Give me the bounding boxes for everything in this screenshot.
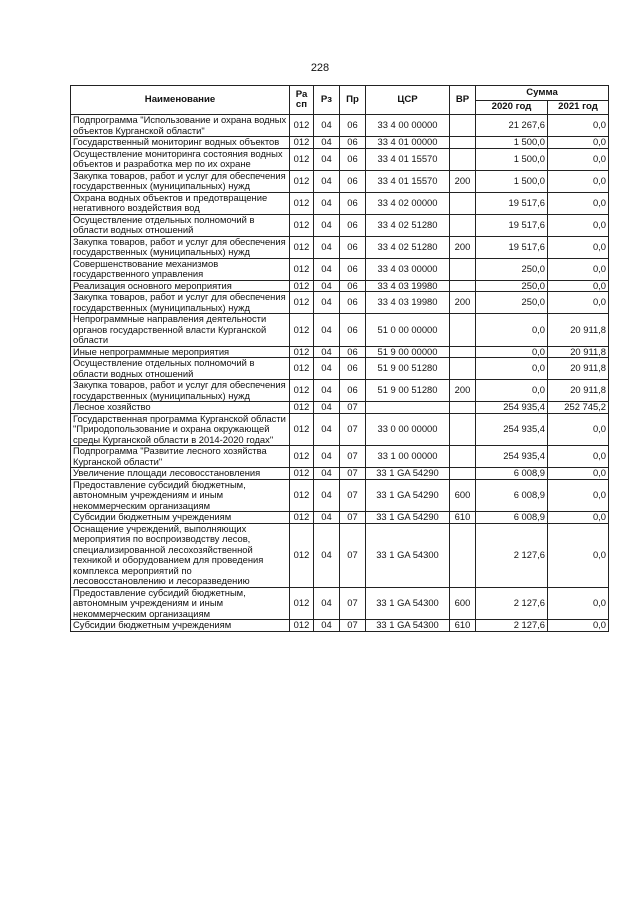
cell-vr xyxy=(450,214,476,236)
cell-vr xyxy=(450,358,476,380)
cell-2020: 2 127,6 xyxy=(476,587,548,620)
cell-vr xyxy=(450,148,476,170)
cell-rasp: 012 xyxy=(290,292,314,314)
cell-rasp: 012 xyxy=(290,413,314,446)
cell-2020: 1 500,0 xyxy=(476,137,548,149)
cell-csr: 51 9 00 51280 xyxy=(366,358,450,380)
header-pr: Пр xyxy=(340,86,366,115)
cell-rasp: 012 xyxy=(290,236,314,258)
cell-2020: 21 267,6 xyxy=(476,115,548,137)
table-row xyxy=(71,479,609,512)
cell-rz: 04 xyxy=(314,214,340,236)
cell-vr xyxy=(450,523,476,587)
cell-2021: 0,0 xyxy=(548,192,609,214)
cell-vr: 200 xyxy=(450,380,476,402)
cell-csr: 51 9 00 51280 xyxy=(366,380,450,402)
cell-vr xyxy=(450,192,476,214)
cell-name: Иные непрограммные мероприятия xyxy=(71,346,290,358)
cell-name: Оснащение учреждений, выполняющих мероприятия по воспроизводству лесов, специализированной лесохозяйственной техникой и оборудованием для проведения комплекса мероприятий по лесовосстановлению и лесоразведению xyxy=(71,523,290,587)
table-row xyxy=(71,192,609,214)
header-2020: 2020 год xyxy=(476,101,548,115)
cell-vr: 200 xyxy=(450,236,476,258)
cell-rasp: 012 xyxy=(290,587,314,620)
cell-vr xyxy=(450,115,476,137)
cell-2021: 20 911,8 xyxy=(548,346,609,358)
cell-name: Государственный мониторинг водных объектов xyxy=(71,137,290,149)
cell-csr: 33 4 03 19980 xyxy=(366,292,450,314)
table-row xyxy=(71,587,609,620)
cell-name: Осуществление отдельных полномочий в области водных отношений xyxy=(71,214,290,236)
cell-name: Лесное хозяйство xyxy=(71,402,290,414)
cell-vr: 610 xyxy=(450,512,476,524)
cell-2021: 0,0 xyxy=(548,236,609,258)
table-row xyxy=(71,413,609,446)
cell-pr: 07 xyxy=(340,479,366,512)
cell-pr: 06 xyxy=(340,137,366,149)
cell-rz: 04 xyxy=(314,468,340,480)
cell-csr: 33 4 00 00000 xyxy=(366,115,450,137)
cell-2021: 20 911,8 xyxy=(548,380,609,402)
cell-2020: 0,0 xyxy=(476,314,548,347)
cell-rasp: 012 xyxy=(290,380,314,402)
cell-rasp: 012 xyxy=(290,137,314,149)
cell-rz: 04 xyxy=(314,620,340,632)
cell-2020: 250,0 xyxy=(476,292,548,314)
cell-name: Субсидии бюджетным учреждениям xyxy=(71,620,290,632)
cell-2021: 0,0 xyxy=(548,115,609,137)
table-row xyxy=(71,468,609,480)
cell-rz: 04 xyxy=(314,523,340,587)
header-name: Наименование xyxy=(71,86,290,115)
cell-2021: 0,0 xyxy=(548,137,609,149)
cell-name: Подпрограмма "Развитие лесного хозяйства Курганской области" xyxy=(71,446,290,468)
cell-2020: 1 500,0 xyxy=(476,170,548,192)
table-row xyxy=(71,523,609,587)
cell-rz: 04 xyxy=(314,115,340,137)
cell-csr: 33 1 GA 54290 xyxy=(366,512,450,524)
cell-pr: 06 xyxy=(340,314,366,347)
cell-vr xyxy=(450,446,476,468)
cell-name: Предоставление субсидий бюджетным, автономным учреждениям и иным некоммерческим организациям xyxy=(71,479,290,512)
cell-2020: 250,0 xyxy=(476,280,548,292)
cell-2020: 250,0 xyxy=(476,258,548,280)
cell-csr: 33 4 03 00000 xyxy=(366,258,450,280)
cell-name: Охрана водных объектов и предотвращение негативного воздействия вод xyxy=(71,192,290,214)
cell-rasp: 012 xyxy=(290,115,314,137)
cell-pr: 06 xyxy=(340,346,366,358)
cell-pr: 06 xyxy=(340,148,366,170)
cell-rasp: 012 xyxy=(290,258,314,280)
table-row xyxy=(71,280,609,292)
cell-2021: 0,0 xyxy=(548,446,609,468)
cell-pr: 06 xyxy=(340,358,366,380)
cell-rz: 04 xyxy=(314,346,340,358)
table-header-row xyxy=(71,86,609,101)
cell-rasp: 012 xyxy=(290,402,314,414)
cell-2020: 19 517,6 xyxy=(476,192,548,214)
cell-rasp: 012 xyxy=(290,512,314,524)
cell-name: Увеличение площади лесовосстановления xyxy=(71,468,290,480)
cell-vr: 600 xyxy=(450,587,476,620)
cell-2020: 2 127,6 xyxy=(476,620,548,632)
cell-vr: 200 xyxy=(450,292,476,314)
table-row xyxy=(71,402,609,414)
header-sum: Сумма xyxy=(476,86,609,101)
cell-name: Осуществление отдельных полномочий в области водных отношений xyxy=(71,358,290,380)
cell-vr: 610 xyxy=(450,620,476,632)
cell-2020: 6 008,9 xyxy=(476,479,548,512)
cell-2021: 0,0 xyxy=(548,258,609,280)
cell-csr: 33 4 03 19980 xyxy=(366,280,450,292)
cell-2021: 0,0 xyxy=(548,620,609,632)
table-row xyxy=(71,346,609,358)
cell-rasp: 012 xyxy=(290,620,314,632)
cell-csr: 33 1 GA 54290 xyxy=(366,468,450,480)
cell-2020: 254 935,4 xyxy=(476,413,548,446)
table-row xyxy=(71,115,609,137)
cell-name: Реализация основного мероприятия xyxy=(71,280,290,292)
cell-name: Непрограммные направления деятельности органов государственной власти Курганской области xyxy=(71,314,290,347)
cell-rz: 04 xyxy=(314,479,340,512)
cell-csr: 33 1 00 00000 xyxy=(366,446,450,468)
cell-2020: 254 935,4 xyxy=(476,402,548,414)
table-row xyxy=(71,620,609,632)
cell-csr xyxy=(366,402,450,414)
cell-csr: 33 0 00 00000 xyxy=(366,413,450,446)
cell-rz: 04 xyxy=(314,170,340,192)
page-number: 228 xyxy=(310,62,330,74)
table-row xyxy=(71,358,609,380)
cell-csr: 33 1 GA 54300 xyxy=(366,587,450,620)
cell-2021: 0,0 xyxy=(548,512,609,524)
table-row xyxy=(71,148,609,170)
table-body xyxy=(71,115,609,632)
cell-2020: 2 127,6 xyxy=(476,523,548,587)
cell-2021: 0,0 xyxy=(548,523,609,587)
cell-pr: 06 xyxy=(340,292,366,314)
cell-2020: 19 517,6 xyxy=(476,236,548,258)
header-vr: ВР xyxy=(450,86,476,115)
cell-2021: 0,0 xyxy=(548,214,609,236)
cell-rasp: 012 xyxy=(290,314,314,347)
table-row xyxy=(71,137,609,149)
cell-rz: 04 xyxy=(314,402,340,414)
header-rasp: Ра сп xyxy=(290,86,314,115)
cell-pr: 06 xyxy=(340,170,366,192)
cell-pr: 07 xyxy=(340,523,366,587)
table-row xyxy=(71,446,609,468)
table-row xyxy=(71,214,609,236)
cell-2021: 0,0 xyxy=(548,413,609,446)
cell-rasp: 012 xyxy=(290,192,314,214)
table-row xyxy=(71,512,609,524)
cell-csr: 33 4 02 51280 xyxy=(366,214,450,236)
cell-2021: 20 911,8 xyxy=(548,314,609,347)
cell-rz: 04 xyxy=(314,137,340,149)
cell-pr: 07 xyxy=(340,620,366,632)
cell-rz: 04 xyxy=(314,587,340,620)
cell-vr xyxy=(450,346,476,358)
table-row xyxy=(71,314,609,347)
cell-rasp: 012 xyxy=(290,479,314,512)
cell-2020: 0,0 xyxy=(476,380,548,402)
cell-2020: 1 500,0 xyxy=(476,148,548,170)
table-row xyxy=(71,258,609,280)
cell-2020: 254 935,4 xyxy=(476,446,548,468)
cell-rz: 04 xyxy=(314,446,340,468)
cell-2021: 0,0 xyxy=(548,280,609,292)
cell-pr: 06 xyxy=(340,115,366,137)
cell-2020: 19 517,6 xyxy=(476,214,548,236)
cell-rasp: 012 xyxy=(290,170,314,192)
cell-csr: 51 0 00 00000 xyxy=(366,314,450,347)
cell-2021: 0,0 xyxy=(548,479,609,512)
cell-csr: 33 4 02 51280 xyxy=(366,236,450,258)
cell-2021: 20 911,8 xyxy=(548,358,609,380)
cell-rz: 04 xyxy=(314,512,340,524)
cell-vr xyxy=(450,413,476,446)
cell-2020: 6 008,9 xyxy=(476,468,548,480)
cell-rasp: 012 xyxy=(290,523,314,587)
cell-name: Подпрограмма "Использование и охрана водных объектов Курганской области" xyxy=(71,115,290,137)
cell-2020: 0,0 xyxy=(476,358,548,380)
cell-pr: 07 xyxy=(340,413,366,446)
cell-rasp: 012 xyxy=(290,346,314,358)
cell-2020: 0,0 xyxy=(476,346,548,358)
cell-vr xyxy=(450,468,476,480)
cell-pr: 07 xyxy=(340,587,366,620)
cell-vr xyxy=(450,280,476,292)
cell-rz: 04 xyxy=(314,358,340,380)
cell-vr: 200 xyxy=(450,170,476,192)
cell-pr: 06 xyxy=(340,258,366,280)
cell-csr: 33 4 01 15570 xyxy=(366,170,450,192)
cell-csr: 33 1 GA 54300 xyxy=(366,620,450,632)
cell-pr: 06 xyxy=(340,380,366,402)
cell-2021: 0,0 xyxy=(548,148,609,170)
cell-name: Совершенствование механизмов государственного управления xyxy=(71,258,290,280)
cell-rz: 04 xyxy=(314,380,340,402)
cell-name: Субсидии бюджетным учреждениям xyxy=(71,512,290,524)
cell-pr: 07 xyxy=(340,468,366,480)
cell-rasp: 012 xyxy=(290,280,314,292)
cell-pr: 07 xyxy=(340,512,366,524)
cell-csr: 33 1 GA 54290 xyxy=(366,479,450,512)
cell-2021: 252 745,2 xyxy=(548,402,609,414)
cell-rz: 04 xyxy=(314,314,340,347)
cell-vr xyxy=(450,314,476,347)
cell-rz: 04 xyxy=(314,236,340,258)
cell-name: Закупка товаров, работ и услуг для обеспечения государственных (муниципальных) нужд xyxy=(71,292,290,314)
cell-vr xyxy=(450,402,476,414)
cell-pr: 06 xyxy=(340,236,366,258)
cell-name: Осуществление мониторинга состояния водных объектов и разработка мер по их охране xyxy=(71,148,290,170)
cell-rz: 04 xyxy=(314,413,340,446)
cell-2021: 0,0 xyxy=(548,468,609,480)
cell-csr: 33 1 GA 54300 xyxy=(366,523,450,587)
cell-rasp: 012 xyxy=(290,214,314,236)
cell-csr: 51 9 00 00000 xyxy=(366,346,450,358)
cell-name: Закупка товаров, работ и услуг для обеспечения государственных (муниципальных) нужд xyxy=(71,236,290,258)
header-2021: 2021 год xyxy=(548,101,609,115)
cell-rasp: 012 xyxy=(290,446,314,468)
cell-rasp: 012 xyxy=(290,468,314,480)
header-rz: Рз xyxy=(314,86,340,115)
cell-vr xyxy=(450,137,476,149)
cell-csr: 33 4 01 15570 xyxy=(366,148,450,170)
cell-rz: 04 xyxy=(314,148,340,170)
cell-csr: 33 4 01 00000 xyxy=(366,137,450,149)
cell-2021: 0,0 xyxy=(548,170,609,192)
cell-2021: 0,0 xyxy=(548,292,609,314)
cell-name: Закупка товаров, работ и услуг для обеспечения государственных (муниципальных) нужд xyxy=(71,170,290,192)
cell-vr: 600 xyxy=(450,479,476,512)
cell-name: Закупка товаров, работ и услуг для обеспечения государственных (муниципальных) нужд xyxy=(71,380,290,402)
cell-pr: 07 xyxy=(340,402,366,414)
cell-pr: 07 xyxy=(340,446,366,468)
cell-name: Предоставление субсидий бюджетным, автономным учреждениям и иным некоммерческим организациям xyxy=(71,587,290,620)
budget-table xyxy=(70,85,609,632)
cell-2021: 0,0 xyxy=(548,587,609,620)
cell-rz: 04 xyxy=(314,258,340,280)
cell-name: Государственная программа Курганской области "Природопользование и охрана окружающей среды Курганской области в 2014-2020 годах" xyxy=(71,413,290,446)
table-row xyxy=(71,292,609,314)
header-csr: ЦСР xyxy=(366,86,450,115)
table-row xyxy=(71,170,609,192)
cell-2020: 6 008,9 xyxy=(476,512,548,524)
cell-pr: 06 xyxy=(340,192,366,214)
table-row xyxy=(71,380,609,402)
table-row xyxy=(71,236,609,258)
cell-vr xyxy=(450,258,476,280)
cell-rasp: 012 xyxy=(290,148,314,170)
cell-rz: 04 xyxy=(314,292,340,314)
cell-rz: 04 xyxy=(314,192,340,214)
cell-pr: 06 xyxy=(340,280,366,292)
cell-rasp: 012 xyxy=(290,358,314,380)
cell-pr: 06 xyxy=(340,214,366,236)
cell-rz: 04 xyxy=(314,280,340,292)
cell-csr: 33 4 02 00000 xyxy=(366,192,450,214)
